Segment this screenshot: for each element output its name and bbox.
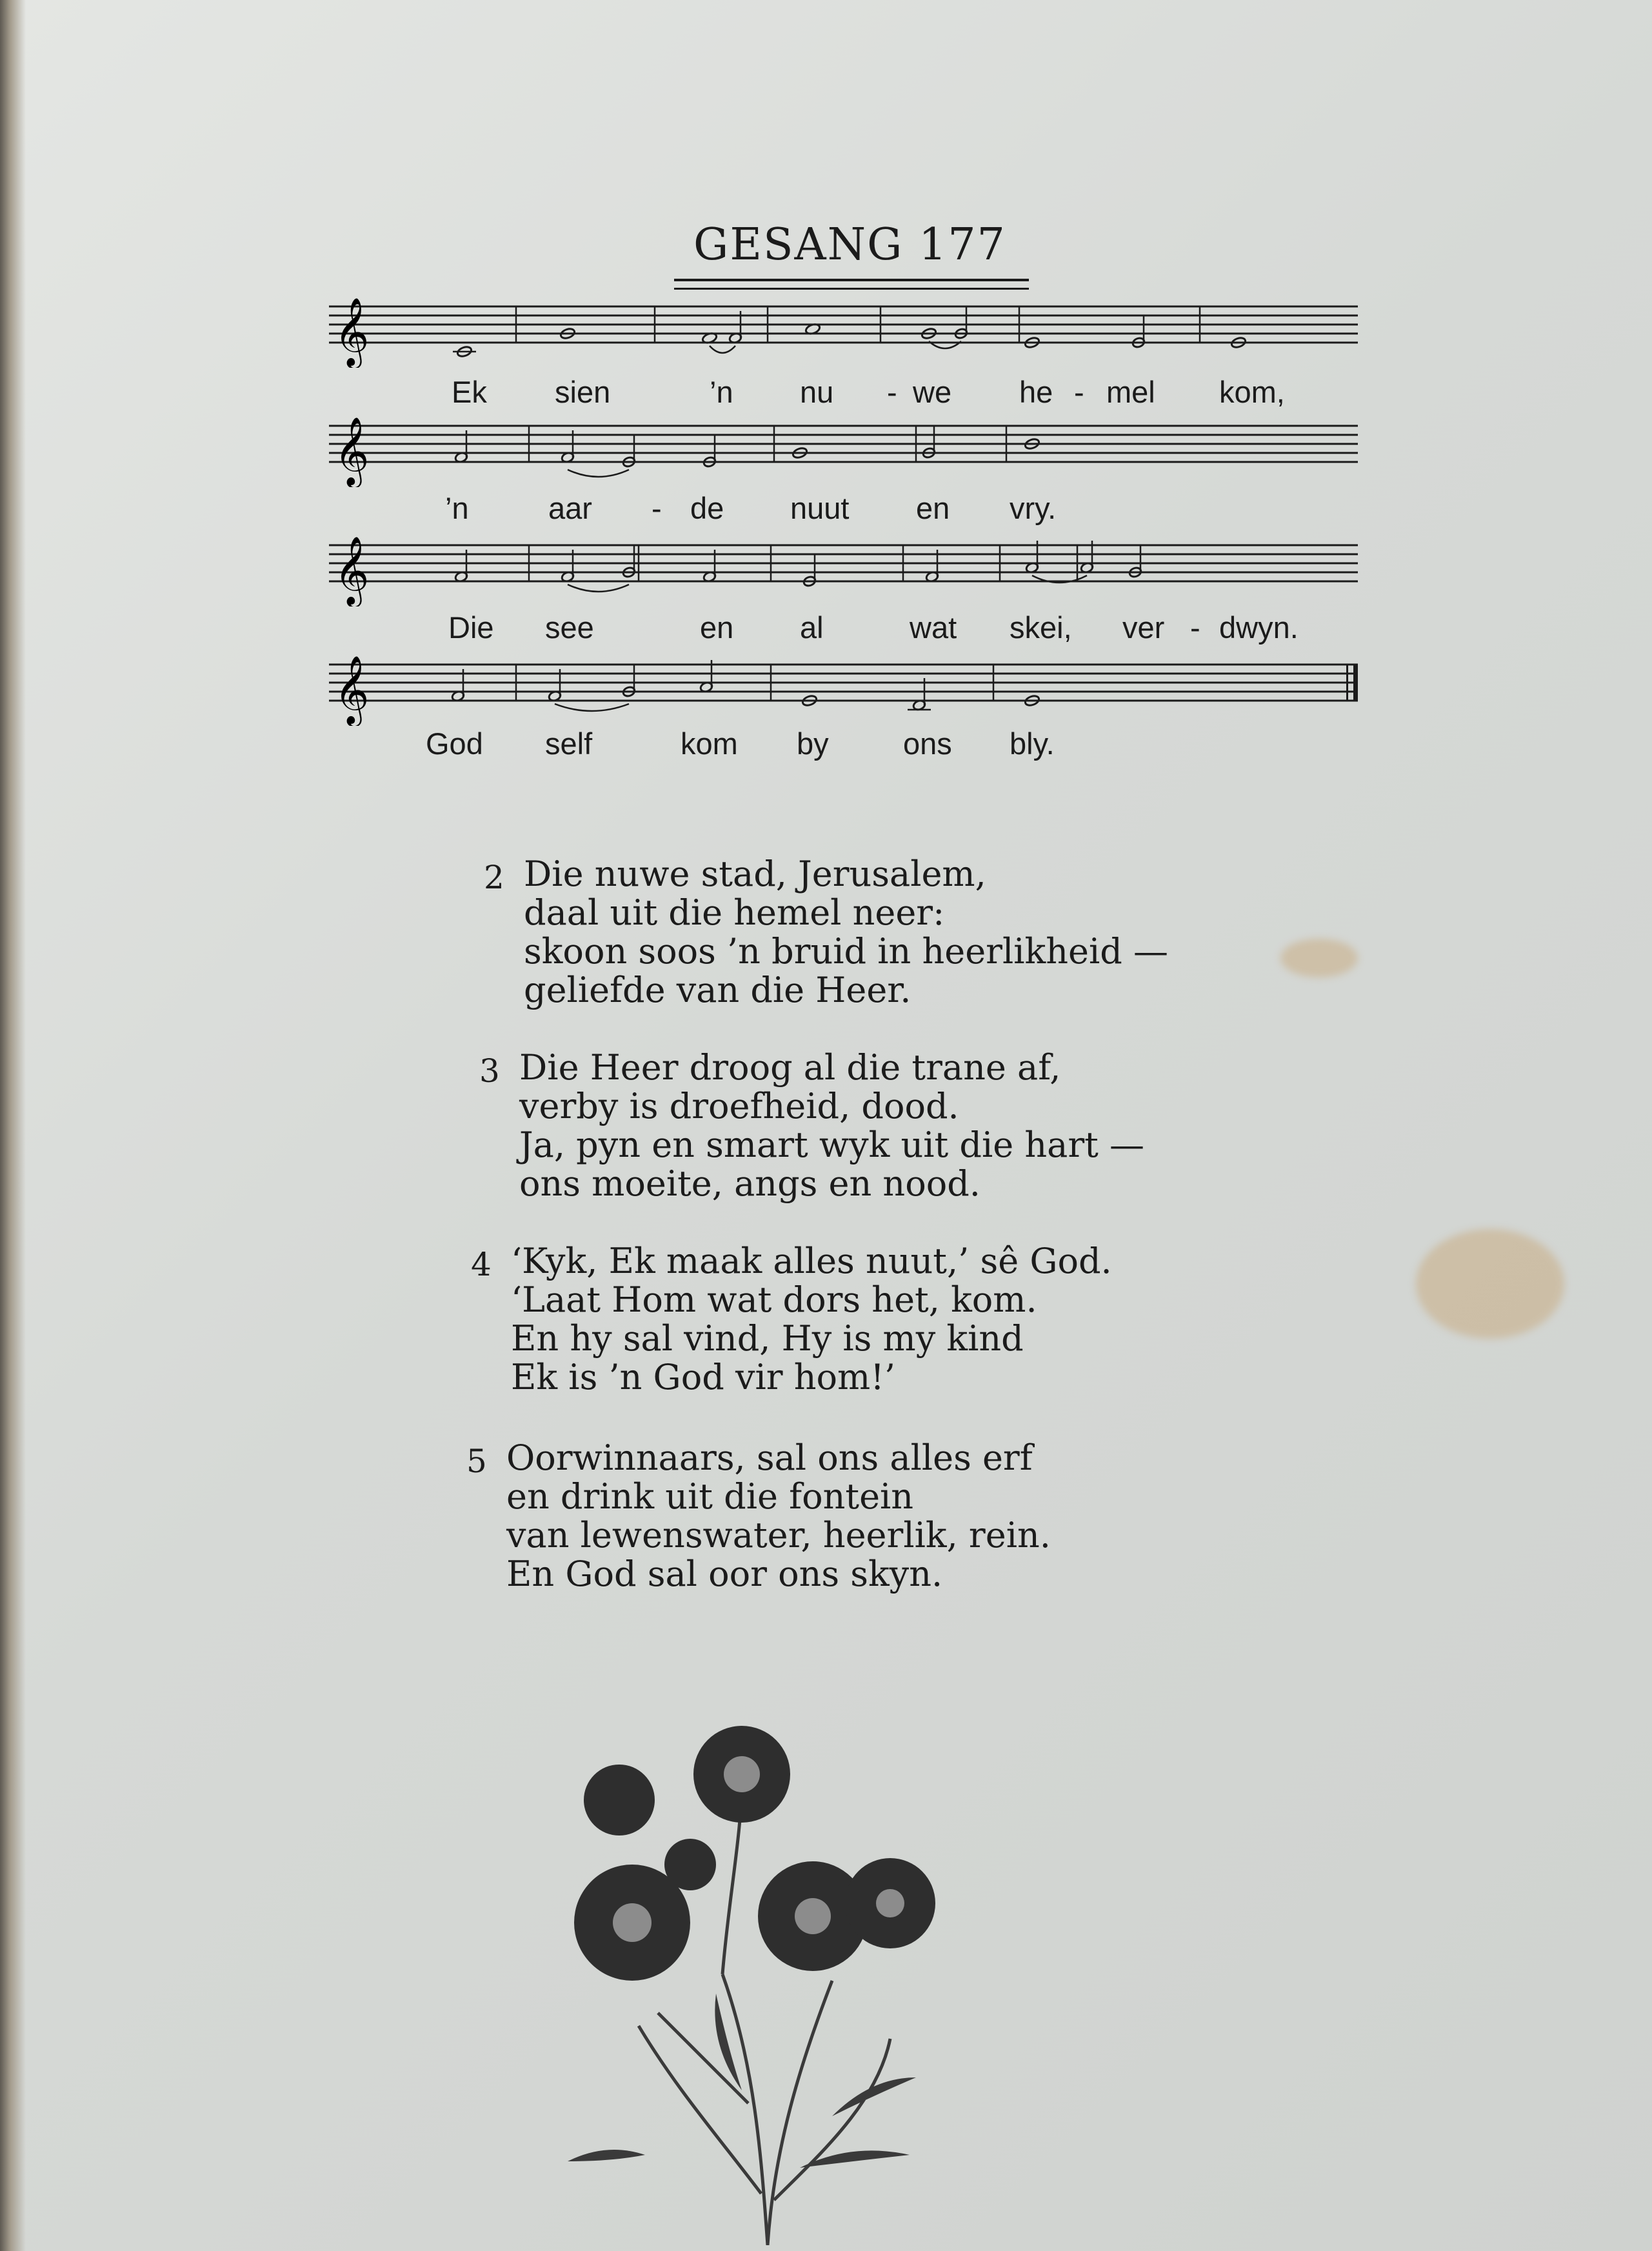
lyric-syllable: see: [545, 610, 594, 645]
lyric-syllable: by: [797, 726, 829, 761]
verse-line: Die nuwe stad, Jerusalem,: [524, 854, 986, 894]
lyric-syllable: ’n: [710, 375, 733, 409]
verse-line: ons moeite, angs en nood.: [519, 1163, 980, 1204]
lyric-syllable: God: [426, 726, 483, 761]
slur: [710, 346, 735, 353]
lyric-syllable: bly.: [1010, 726, 1055, 761]
verse-line: En God sal oor ons skyn.: [506, 1554, 943, 1594]
lyric-syllable: ’n: [445, 491, 469, 525]
lyric-syllable: mel: [1106, 375, 1155, 409]
verse-text: [519, 1048, 1144, 1203]
verse-line: daal uit die hemel neer:: [524, 892, 945, 933]
verse-line: verby is droefheid, dood.: [519, 1086, 959, 1126]
final-barline: [1346, 665, 1348, 701]
flower-illustration: [529, 1703, 1019, 2245]
verse-line: En hy sal vind, Hy is my kind: [511, 1318, 1024, 1359]
lyric-syllable: wat: [910, 610, 957, 645]
title-underline: [674, 279, 1029, 281]
music-staff: [329, 642, 1358, 726]
lyric-syllable: nu: [800, 375, 834, 409]
verse-number: 3: [479, 1052, 500, 1090]
verse-line: ‘Kyk, Ek maak alles nuut,’ sê God.: [511, 1241, 1112, 1281]
music-staff: [329, 523, 1358, 606]
lyric-syllable: kom: [681, 726, 738, 761]
verse-line: van lewenswater, heerlik, rein.: [506, 1515, 1051, 1556]
verse-line: Die Heer droog al die trane af,: [519, 1047, 1061, 1088]
verse-line: skoon soos ’n bruid in heerlikheid —: [524, 931, 1168, 972]
music-staff: [329, 284, 1358, 368]
verse-text: [506, 1439, 1051, 1594]
lyric-syllable: sien: [555, 375, 611, 409]
lyric-syllable: -: [652, 491, 662, 525]
lyric-syllable: de: [690, 491, 724, 525]
verse-line: ‘Laat Hom wat dors het, kom.: [511, 1279, 1037, 1320]
lyric-syllable: -: [1190, 610, 1200, 645]
treble-clef-icon: 𝄞: [334, 297, 370, 366]
verse-line: Oorwinnaars, sal ons alles erf: [506, 1437, 1033, 1478]
treble-clef-icon: 𝄞: [334, 655, 370, 724]
hymn-title: GESANG 177: [693, 219, 1006, 270]
verse-number: 4: [471, 1246, 492, 1283]
lyric-syllable: en: [700, 610, 734, 645]
lyric-syllable: -: [1074, 375, 1084, 409]
lyric-syllable: kom,: [1219, 375, 1285, 409]
lyric-syllable: ons: [903, 726, 952, 761]
verse-line: en drink uit die fontein: [506, 1476, 914, 1517]
paper-stain: [1416, 1229, 1564, 1339]
lyric-syllable: Ek: [452, 375, 487, 409]
verse-text: [524, 855, 1168, 1010]
verse-line: Ek is ’n God vir hom!’: [511, 1357, 896, 1397]
lyric-syllable: aar: [548, 491, 592, 525]
slur: [568, 585, 629, 592]
lyric-syllable: he: [1019, 375, 1053, 409]
lyric-syllable: en: [916, 491, 950, 525]
slur: [568, 470, 629, 477]
lyric-syllable: self: [545, 726, 593, 761]
music-staff: [329, 403, 1358, 487]
lyric-syllable: ver: [1122, 610, 1165, 645]
staff-system: [329, 642, 1358, 835]
treble-clef-icon: 𝄞: [334, 416, 370, 485]
verse-number: 5: [466, 1443, 487, 1480]
lyric-syllable: dwyn.: [1219, 610, 1299, 645]
verse-line: geliefde van die Heer.: [524, 970, 911, 1010]
treble-clef-icon: 𝄞: [334, 535, 370, 605]
lyric-syllable: al: [800, 610, 824, 645]
lyric-syllable: nuut: [790, 491, 850, 525]
verse-number: 2: [484, 859, 504, 896]
final-barline: [1353, 665, 1358, 701]
lyric-syllable: -: [887, 375, 897, 409]
paper-stain: [1280, 939, 1358, 977]
verse-line: Ja, pyn en smart wyk uit die hart —: [519, 1125, 1145, 1165]
lyric-syllable: Die: [448, 610, 494, 645]
verse-text: [511, 1242, 1112, 1397]
lyric-syllable: vry.: [1010, 491, 1057, 525]
lyric-syllable: skei,: [1010, 610, 1072, 645]
lyric-syllable: we: [913, 375, 952, 409]
slur: [555, 704, 629, 711]
